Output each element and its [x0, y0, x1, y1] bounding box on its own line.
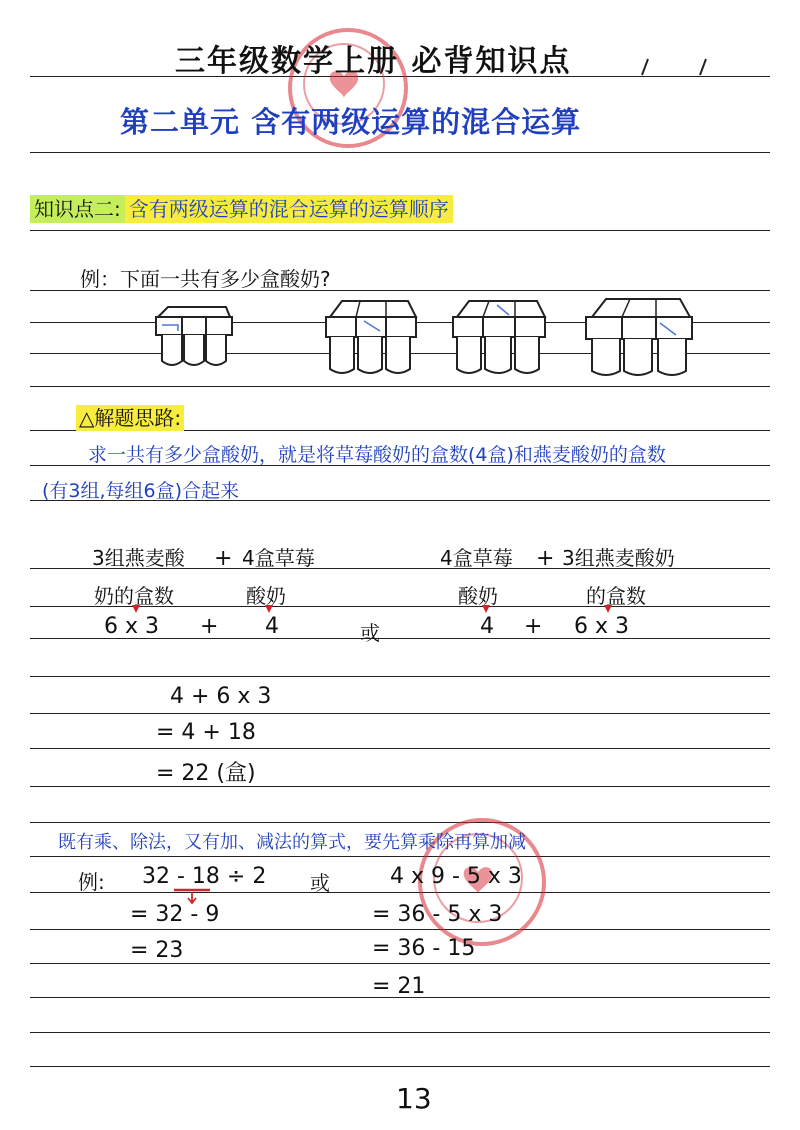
label-strawberry: 4盒草莓: [242, 546, 315, 570]
explanation-line-1: 求一共有多少盒酸奶，就是将草莓酸奶的盒数(4盒)和燕麦酸奶的盒数: [88, 444, 666, 466]
yogurt-pack-6-image: [447, 297, 551, 379]
label-oat-yogurt: 3组燕麦酸奶: [562, 546, 675, 570]
page-number: 13: [396, 1082, 432, 1115]
ex2-right-line-2: = 36 - 5 x 3: [372, 902, 503, 927]
knowledge-point-heading: [30, 193, 453, 221]
ruled-line: [30, 892, 770, 893]
ex2-right-line-1: 4 x 9 - 5 x 3: [390, 864, 522, 889]
ruled-line: [30, 676, 770, 677]
expr-plus: +: [524, 614, 543, 639]
or-text: 或: [310, 871, 330, 895]
plus-sign: +: [214, 546, 233, 571]
arrow-down-icon: [482, 605, 490, 613]
ruled-line: [30, 822, 770, 823]
arrow-down-icon: [265, 605, 273, 613]
ex2-left-line-1: 32 - 18 ÷ 2: [142, 864, 267, 889]
plus-sign: +: [536, 546, 555, 571]
solution-hint-label: △解题思路:: [76, 402, 184, 431]
arrow-down-icon: [132, 605, 140, 613]
ex2-left-line-2: = 32 - 9: [130, 902, 220, 927]
expr-left-a: 6 x 3: [104, 614, 159, 639]
ex2-right-line-3: = 36 - 15: [372, 936, 476, 961]
ruled-line: [30, 963, 770, 964]
ex2-right-line-4: = 21: [372, 974, 426, 999]
knowledge-point-label: 知识点二:: [30, 195, 125, 223]
unit-title: 第二单元 含有两级运算的混合运算: [120, 105, 582, 139]
ruled-line: [30, 386, 770, 387]
label-strawberry: 4盒草莓: [440, 546, 513, 570]
yogurt-pack-6-image: [320, 297, 420, 379]
label-strawberry-yogurt: 酸奶: [458, 584, 498, 608]
label-oat-count: 的盒数: [586, 584, 646, 608]
page-title: 三年级数学上册 必背知识点: [175, 44, 572, 79]
ruled-line: [30, 1032, 770, 1033]
yogurt-pack-4-image: [148, 303, 236, 371]
ruled-line: [30, 786, 770, 787]
explanation-line-2: (有3组,每组6盒)合起来: [42, 480, 240, 502]
knowledge-point-text: 含有两级运算的混合运算的运算顺序: [125, 195, 453, 223]
expr-right-a: 4: [480, 614, 494, 639]
expr-plus: +: [200, 614, 219, 639]
ruled-line: [30, 1066, 770, 1067]
example-question: 例：下面一共有多少盒酸奶?: [80, 267, 331, 291]
yogurt-pack-6-image: [580, 295, 698, 381]
ruled-line: [30, 929, 770, 930]
operation-order-rule: 既有乘、除法，又有加、减法的算式，要先算乘除再算加减: [58, 832, 526, 853]
calc-line-1: 4 + 6 x 3: [170, 684, 272, 709]
ruled-line: [30, 856, 770, 857]
calc-line-2: = 4 + 18: [156, 720, 256, 745]
ruled-line: [30, 748, 770, 749]
or-text: 或: [360, 621, 380, 645]
example-2-label: 例:: [78, 870, 105, 894]
arrow-down-icon: [604, 605, 612, 613]
ruled-line: [30, 713, 770, 714]
ruled-line: [30, 230, 770, 231]
calc-line-3: = 22 (盒): [156, 761, 256, 786]
expr-right-b: 6 x 3: [574, 614, 629, 639]
label-oat-yogurt: 3组燕麦酸: [92, 546, 185, 570]
ruled-line: [30, 152, 770, 153]
expr-left-b: 4: [265, 614, 279, 639]
label-strawberry-yogurt: 酸奶: [246, 584, 286, 608]
label-oat-count: 奶的盒数: [94, 584, 174, 608]
pen-marks-icon: [630, 55, 720, 79]
ex2-left-line-3: = 23: [130, 938, 184, 963]
